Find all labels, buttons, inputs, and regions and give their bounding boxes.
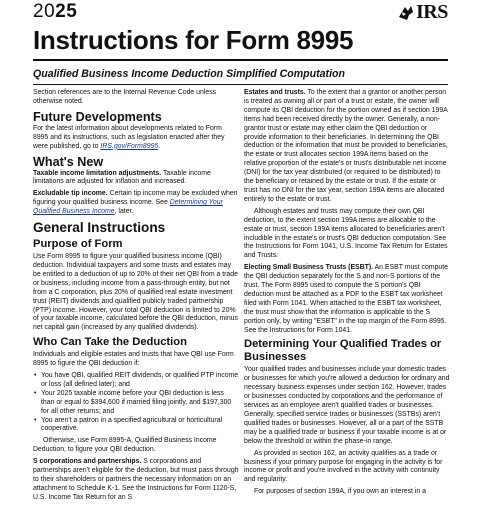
future-end: .: [158, 142, 161, 150]
year-suffix: 25: [55, 1, 78, 22]
estates-lead: Estates and trusts.: [244, 89, 306, 96]
scorp-text: S corporations and partnerships aren't eligible for the deduction, but must pass through to their shareholders or partners the necessary information on an attachment to Schedule K-1. See the Instructions for Form 1120-S, U.S. Income Tax Return for an S: [33, 458, 239, 501]
purpose-paragraph: Use Form 8995 to figure your qualified business income (QBI) deduction. Individual taxpayers and some trusts and estates may be entitled to a deduction of up to 20% of their net QBI from a trade or business, including income from a pass-through entity, but not from a C corporation, plus 20% of qualified real estate investment trust (REIT) dividends and qualified publicly traded partnership (PTP) income. However, your total QBI deduction is limited to 20% of your taxable income, calculated before the QBI deduction, minus net capital gain (increased by any qualified dividends).: [33, 253, 238, 332]
form8995-link[interactable]: IRS.gov/Form8995: [100, 142, 159, 150]
general-instructions-heading: General Instructions: [33, 220, 166, 236]
tip-end: , later.: [114, 208, 134, 216]
purpose-of-form-heading: Purpose of Form: [33, 238, 123, 251]
whats-new-heading: What's New: [33, 154, 104, 169]
future-developments-heading: Future Developments: [33, 109, 162, 124]
future-developments-paragraph: [33, 125, 239, 152]
intro-paragraph: Section references are to the Internal Revenue Code unless otherwise noted.: [33, 89, 217, 105]
form-year: [33, 2, 77, 22]
eligibility-list: [33, 372, 239, 434]
list-item: • You aren't a patron in a specified agricultural or horticultural cooperative.: [33, 417, 239, 435]
scorp-lead: S corporations and partnerships.: [33, 458, 142, 466]
esbt-text: An ESBT must compute the QBI deduction separately for the S and non-S portions of the trust. The Form 8995 used to compute the S portion's QBI deduction must be attached as a PDF to the ESBT tax worksheet filed with Form 1041. When attached to the ESBT tax worksheet, the trust must show that the information is applicable to the S portion only, by writing "ESBT" in the top margin of the Form 8995. See the Instructions for Form 1041.: [244, 264, 448, 334]
taxable-income-paragraph: [33, 170, 239, 188]
future-text: For the latest information about developments related to Form 8995 and its instructions, such as legislation enacted after they were published, go to: [33, 124, 225, 150]
esbt-lead: Electing Small Business Trusts (ESBT).: [244, 264, 374, 272]
right-column: [244, 89, 450, 500]
list-item: • You have QBI, qualified REIT dividends, or qualified PTP income or loss (all defined later); and: [33, 372, 239, 390]
list-item: • Your 2025 taxable income before your QBI deduction is less than or equal to $394,600 if married filing jointly, and $197,300 for all other returns; and: [33, 390, 239, 417]
who-can-take-heading: Who Can Take the Deduction: [33, 336, 187, 349]
esbt-paragraph: [244, 264, 450, 335]
year-prefix: 20: [33, 1, 56, 22]
although-paragraph: Although estates and trusts may compute their own QBI deduction, to the extent section 199A items are allocable to the estate or trust, section 199A items allocated to beneficiaries aren't includible in the estate's or trust's QBI deduction computation. See the Instructions for Form 1041, U.S. Income Tax Return for Estates and Trusts.: [244, 207, 448, 260]
taxable-lead: Taxable income limitation adjustments.: [33, 169, 162, 177]
page-title: Instructions for Form 8995: [33, 25, 354, 55]
otherwise-paragraph: Otherwise, use Form 8995-A, Qualified Business Income Deduction, to figure your QBI deduction.: [33, 437, 217, 454]
estates-text: To the extent that a grantor or another person is treated as owning all or part of a trust or estate, the owner will compute its QBI deduction for the portion owned as if section 199A items had been received directly by the owner. Generally, a non-grantor trust or estate may either claim the QBI deduction or provide information to their beneficiaries. In determining the QBI deduction or the information that must be provided to beneficiaries, the estate or trust allocates section 199A items based on the relative proportion of the estate's or trust's distributable net income (DNI) for the tax year distributed (or required to be distributed) to the beneficiary or retained by the estate or trust. If the estate or trust has no DNI for the tax year, section 199A items are allocated entirely to the estate or trust.: [244, 89, 448, 203]
taxable-text: Taxable income limitations are adjusted for inflation and increased.: [33, 169, 211, 186]
page-subtitle: Qualified Business Income Deduction Simplified Computation: [33, 68, 345, 80]
determining-qbi-link[interactable]: Determining Your Qualified Business Income: [33, 199, 223, 216]
tip-text: Certain tip income may be excluded when figuring your qualified business income. See: [33, 190, 238, 207]
subtitle-rule: [33, 84, 448, 85]
determining-heading: Determining Your Qualified Trades or Businesses: [244, 338, 442, 364]
estates-trusts-paragraph: [244, 89, 450, 205]
section-199a-paragraph: For purposes of section 199A, if you own an interest in a: [254, 488, 426, 496]
title-rule: [33, 59, 448, 61]
tip-lead: Excludable tip income.: [33, 190, 108, 198]
left-column: [33, 89, 239, 506]
tip-income-paragraph: [33, 190, 239, 217]
who-paragraph: Individuals and eligible estates and trusts that have QBI use Form 8995 to figure the QBI deduction if:: [33, 351, 234, 368]
s-corporations-paragraph: [33, 458, 239, 503]
irs-wordmark: IRS: [416, 1, 448, 23]
determining-paragraph: Your qualified trades and businesses include your domestic trades or businesses for which you're allowed a deduction for ordinary and necessary business expenses under section 162. However, trades or businesses conducted by corporations and the performance of services as an employee aren't qualified trades or businesses. Generally, specified service trades or businesses (SSTBs) aren't qualified trades or businesses. However, all or a part of the SSTB may be a qualified trade or business if your taxable income is at or below the threshold or within the phase-in range.: [244, 366, 450, 445]
section-162-paragraph: As provided in section 162, an activity qualifies as a trade or business if your primary purpose for engaging in the activity is for income or profit and you're involved in the activity with continuity and regularity.: [244, 449, 443, 484]
